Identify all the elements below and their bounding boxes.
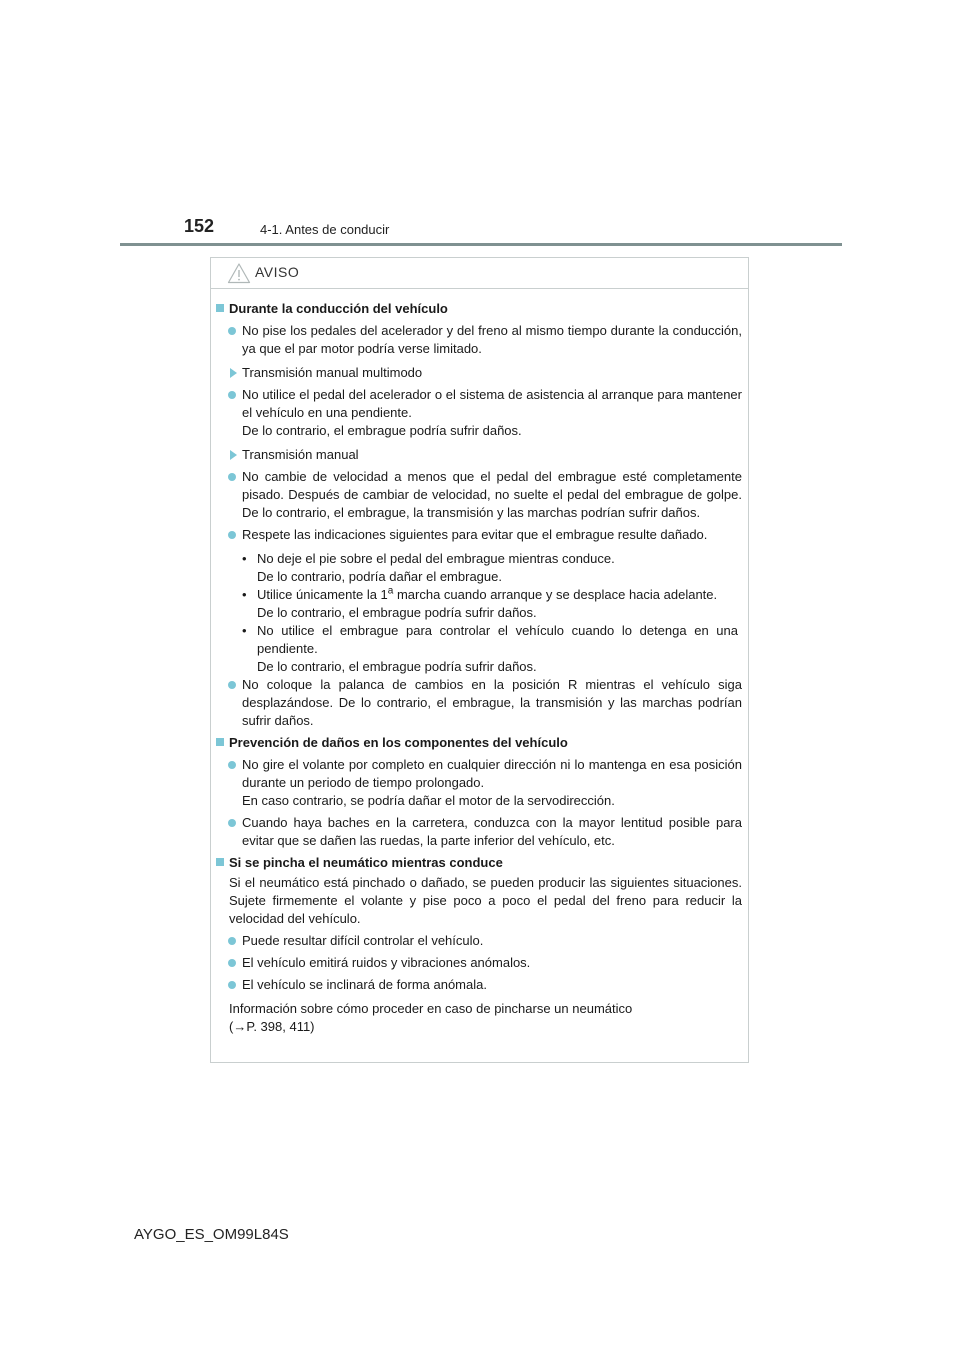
item-text: No pise los pedales del acelerador y del freno al mismo tiempo durante la conducción, ya que el par motor podría verse limitado. <box>242 323 742 356</box>
item-text: El vehículo se inclinará de forma anómala. <box>242 977 487 992</box>
bullet-item <box>211 550 748 586</box>
round-bullet-icon <box>228 531 236 539</box>
list-item <box>211 814 748 850</box>
item-text: Puede resultar difícil controlar el vehículo. <box>242 933 484 948</box>
item-text: Cuando haya baches en la carretera, conduzca con la mayor lentitud posible para evitar que se dañen las ruedas, la parte inferior del vehículo, etc. <box>242 815 742 848</box>
round-bullet-icon <box>228 327 236 335</box>
section-heading <box>211 734 748 752</box>
square-bullet-icon <box>216 858 224 866</box>
warning-content <box>211 298 748 1036</box>
page-number: 152 <box>184 216 215 236</box>
list-item <box>211 976 748 994</box>
bullet-list <box>211 550 748 676</box>
round-bullet-icon <box>228 761 236 769</box>
warning-box <box>210 257 749 1063</box>
list-item <box>211 756 748 810</box>
item-text: No coloque la palanca de cambios en la posición R mientras el vehículo siga desplazándose. De lo contrario, el embrague, la transmisión y las marchas podrían sufrir daños. <box>242 677 742 728</box>
list-item <box>211 322 748 358</box>
bullet-mark: • <box>242 623 247 638</box>
list-item <box>211 676 748 730</box>
list-item <box>211 954 748 972</box>
bullet-text-continued: De lo contrario, podría dañar el embrague. <box>257 569 502 584</box>
item-text: No gire el volante por completo en cualquier dirección ni lo mantenga en esa posición durante un periodo de tiempo prolongado. <box>242 757 742 790</box>
list-item <box>211 526 748 544</box>
bullet-text <box>257 586 738 604</box>
paragraph: Si el neumático está pinchado o dañado, se pueden producir las siguientes situaciones. Sujete firmemente el volante y pise poco a poco el pedal del freno para reducir la velocidad del vehículo. <box>229 875 742 926</box>
round-bullet-icon <box>228 681 236 689</box>
paragraph-text: Información sobre cómo proceder en caso de pincharse un neumático <box>229 1001 633 1016</box>
bullet-text: No utilice el embrague para controlar el vehículo cuando lo detenga en una pendiente. <box>257 623 738 656</box>
paragraph <box>211 1000 748 1036</box>
section-title: Prevención de daños en los componentes del vehículo <box>229 735 568 750</box>
section-heading <box>211 300 748 318</box>
round-bullet-icon <box>228 391 236 399</box>
bullet-text-continued: De lo contrario, el embrague podría sufrir daños. <box>257 605 537 620</box>
header-rule <box>120 243 842 246</box>
bullet-text: No deje el pie sobre el pedal del embrague mientras conduce. <box>257 551 615 566</box>
bullet-text-start: Utilice únicamente la 1 <box>257 587 388 602</box>
bullet-item <box>211 622 748 676</box>
round-bullet-icon <box>228 819 236 827</box>
item-text-continued: De lo contrario, el embrague podría sufrir daños. <box>242 423 522 438</box>
bullet-text-continued: De lo contrario, el embrague podría sufrir daños. <box>257 659 537 674</box>
sub-heading-text: Transmisión manual multimodo <box>242 365 423 380</box>
round-bullet-icon <box>228 937 236 945</box>
bullet-text-end: marcha cuando arranque y se desplace hacia adelante. <box>393 587 718 602</box>
item-text: Respete las indicaciones siguientes para evitar que el embrague resulte dañado. <box>242 527 708 542</box>
triangle-arrow-icon <box>230 450 237 460</box>
section-title: Si se pincha el neumático mientras conduce <box>229 855 503 870</box>
bullet-mark: • <box>242 551 247 566</box>
item-text: El vehículo emitirá ruidos y vibraciones anómalos. <box>242 955 531 970</box>
bullet-item <box>211 586 748 622</box>
square-bullet-icon <box>216 738 224 746</box>
section-title: Durante la conducción del vehículo <box>229 301 448 316</box>
sub-heading-text: Transmisión manual <box>242 447 359 462</box>
ordinal-superscript: a <box>387 585 394 597</box>
square-bullet-icon <box>216 304 224 312</box>
round-bullet-icon <box>228 981 236 989</box>
list-item <box>211 468 748 522</box>
warning-header <box>211 258 748 289</box>
sub-heading <box>211 446 748 464</box>
triangle-arrow-icon <box>230 368 237 378</box>
list-item <box>211 386 748 440</box>
bullet-mark: • <box>242 587 247 602</box>
page-reference: (→P. 398, 411) <box>229 1019 315 1034</box>
list-item <box>211 932 748 950</box>
section-heading <box>211 854 748 872</box>
warning-title: AVISO <box>255 264 300 280</box>
footer-document-code: AYGO_ES_OM99L84S <box>134 1226 289 1243</box>
sub-heading <box>211 364 748 382</box>
round-bullet-icon <box>228 959 236 967</box>
warning-triangle-icon <box>227 262 251 284</box>
item-text: No cambie de velocidad a menos que el pedal del embrague esté completamente pisado. Después de cambiar de velocidad, no suelte el pedal del embrague de golpe. De lo contrario, el embrague, la transmisión y las marchas podrían sufrir daños. <box>242 469 742 520</box>
item-text-continued: En caso contrario, se podría dañar el motor de la servodirección. <box>242 793 615 808</box>
round-bullet-icon <box>228 473 236 481</box>
section-header: 4-1. Antes de conducir <box>260 222 390 237</box>
item-text: No utilice el pedal del acelerador o el sistema de asistencia al arranque para mantener el vehículo en una pendiente. <box>242 387 742 420</box>
